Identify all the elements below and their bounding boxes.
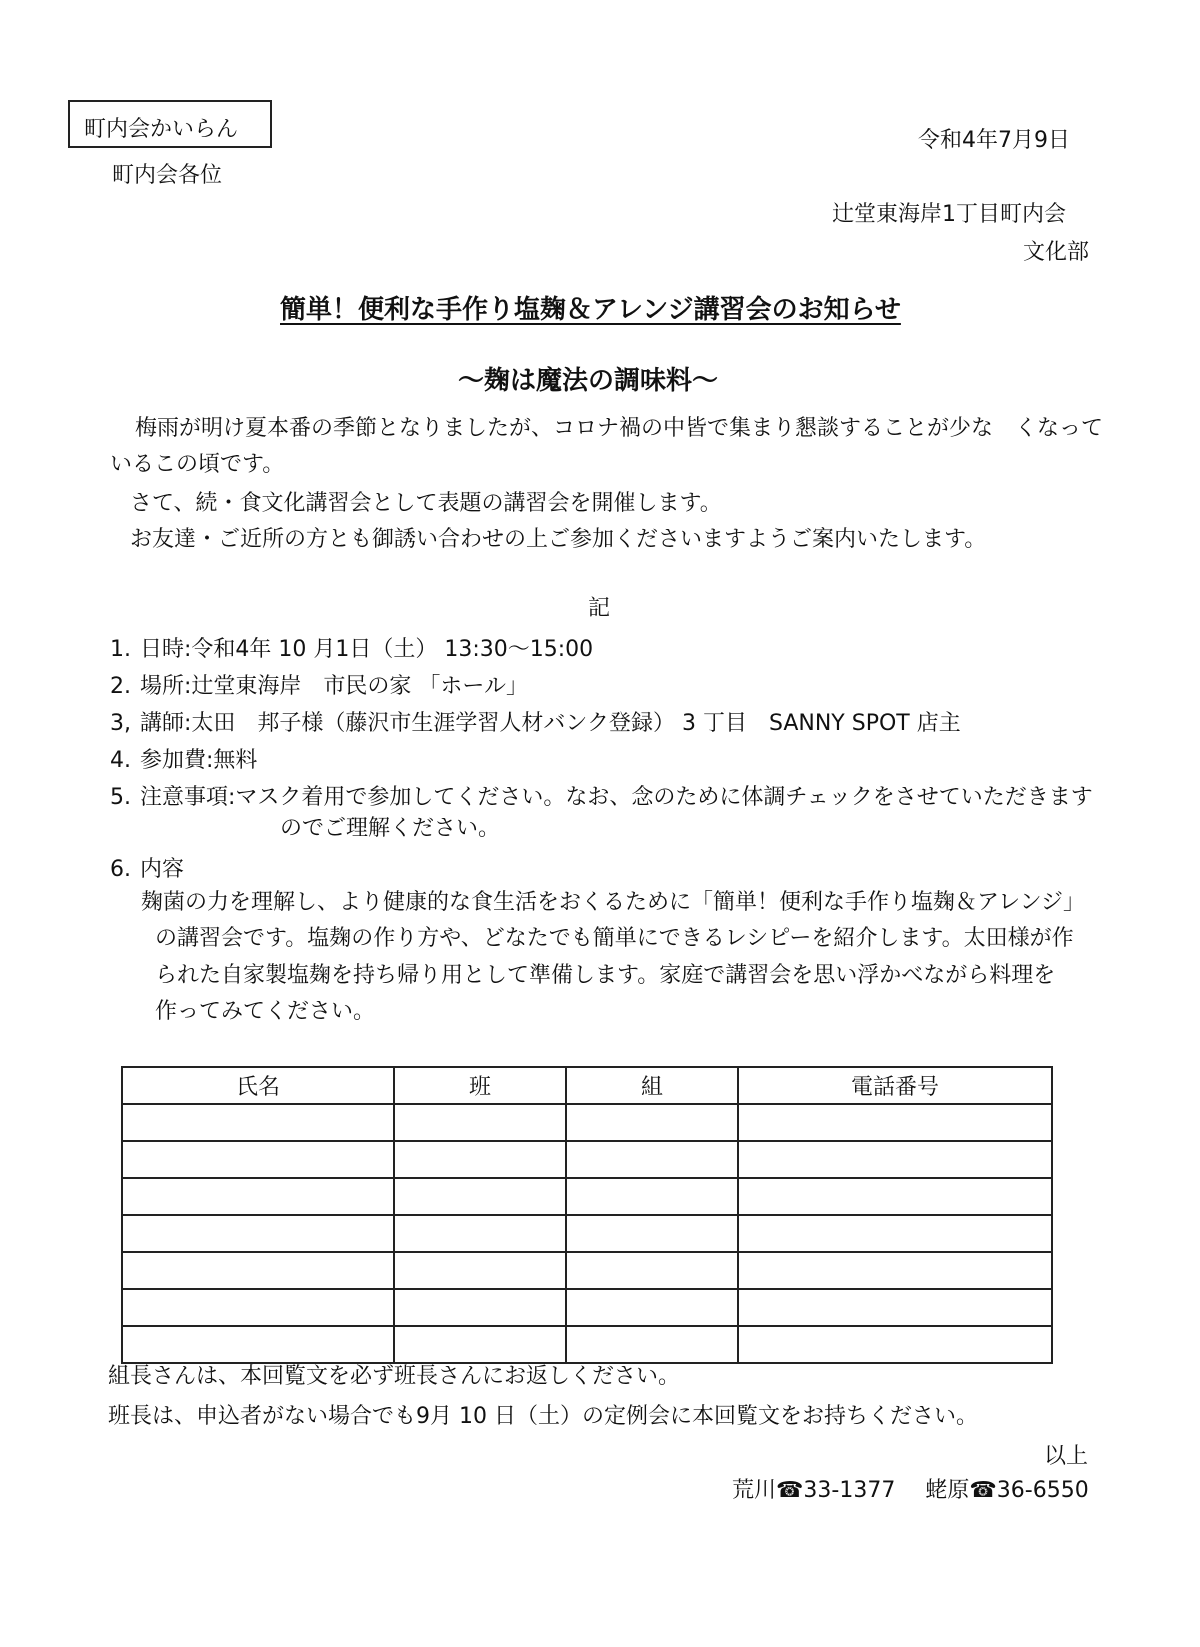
column-header-kumi: 組 — [566, 1067, 738, 1104]
name-cell[interactable] — [122, 1141, 394, 1178]
content-line-1: 麹菌の力を理解し、より健康的な食生活をおくるために「簡単！便利な手作り塩麹＆アレンジ」 — [141, 890, 1086, 915]
item-notes — [110, 780, 1093, 811]
name-cell[interactable] — [122, 1326, 394, 1363]
circular-label: 町内会かいらん — [84, 117, 239, 142]
sender-org: 辻堂東海岸1丁目町内会 — [832, 202, 1066, 227]
item-instructor — [110, 706, 961, 737]
phone-cell[interactable] — [738, 1289, 1052, 1326]
item-number: 3, — [110, 711, 131, 736]
name-cell[interactable] — [122, 1178, 394, 1215]
intro-line-4: お友達・ご近所の方とも御誘い合わせの上ご参加くださいますようご案内いたします。 — [130, 527, 987, 552]
column-header-han: 班 — [394, 1067, 566, 1104]
item-text: 内容 — [140, 857, 185, 882]
content-line-3: られた自家製塩麹を持ち帰り用として準備します。家庭で講習会を思い浮かべながら料理を — [155, 963, 1056, 988]
item-number: 4. — [110, 748, 131, 773]
han-cell[interactable] — [394, 1289, 566, 1326]
phone-cell[interactable] — [738, 1326, 1052, 1363]
phone-cell[interactable] — [738, 1141, 1052, 1178]
phone-cell[interactable] — [738, 1104, 1052, 1141]
item-place — [110, 669, 528, 700]
kumi-cell[interactable] — [566, 1178, 738, 1215]
item-text: 注意事項:マスク着用で参加してください。なお、念のために体調チェックをさせていただきます — [140, 785, 1093, 810]
table-row — [122, 1215, 1052, 1252]
kumi-cell[interactable] — [566, 1326, 738, 1363]
item-number: 2. — [110, 674, 131, 699]
kumi-cell[interactable] — [566, 1104, 738, 1141]
addressee: 町内会各位 — [112, 163, 223, 188]
content-line-2: の講習会です。塩麹の作り方や、どなたでも簡単にできるレシピーを紹介します。太田様が作 — [155, 926, 1074, 951]
name-cell[interactable] — [122, 1252, 394, 1289]
phone-icon: ☎ — [969, 1478, 997, 1503]
issue-date: 令和4年7月9日 — [918, 128, 1070, 153]
intro-line-3: さて、続・食文化講習会として表題の講習会を開催します。 — [130, 491, 722, 516]
application-form-table — [121, 1066, 1053, 1364]
ki-heading: 記 — [588, 596, 611, 621]
han-cell[interactable] — [394, 1215, 566, 1252]
phone-cell[interactable] — [738, 1178, 1052, 1215]
kumi-cell[interactable] — [566, 1252, 738, 1289]
table-row — [122, 1104, 1052, 1141]
contact-name: 蛯原 — [925, 1478, 970, 1503]
table-row — [122, 1326, 1052, 1363]
item-number: 6. — [110, 857, 131, 882]
item-text: 日時:令和4年 10 月1日（土） 13:30〜15:00 — [140, 637, 594, 662]
note-line-2: 班長は、申込者がない場合でも9月 10 日（土）の定例会に本回覧文をお持ちください。 — [108, 1404, 978, 1429]
item-text: 参加費:無料 — [140, 748, 258, 773]
han-cell[interactable] — [394, 1178, 566, 1215]
contact-phone: 33-1377 — [803, 1478, 896, 1503]
contact-line — [732, 1478, 1089, 1504]
phone-cell[interactable] — [738, 1252, 1052, 1289]
item-number: 1. — [110, 637, 131, 662]
column-header-name: 氏名 — [122, 1067, 394, 1104]
phone-cell[interactable] — [738, 1215, 1052, 1252]
table-row — [122, 1141, 1052, 1178]
item-datetime — [110, 632, 593, 663]
kumi-cell[interactable] — [566, 1141, 738, 1178]
sender-dept: 文化部 — [1023, 240, 1090, 265]
intro-line-2: いるこの頃です。 — [110, 452, 285, 477]
content-line-4: 作ってみてください。 — [155, 999, 376, 1024]
table-row — [122, 1289, 1052, 1326]
name-cell[interactable] — [122, 1104, 394, 1141]
notice-title: 簡単！便利な手作り塩麹＆アレンジ講習会のお知らせ — [280, 295, 901, 325]
closing-word: 以上 — [1044, 1444, 1089, 1469]
name-cell[interactable] — [122, 1215, 394, 1252]
column-header-phone: 電話番号 — [738, 1067, 1052, 1104]
item-content — [110, 852, 184, 883]
han-cell[interactable] — [394, 1104, 566, 1141]
circular-label-box — [68, 100, 272, 148]
han-cell[interactable] — [394, 1326, 566, 1363]
han-cell[interactable] — [394, 1252, 566, 1289]
item-fee — [110, 743, 257, 774]
contact-name: 荒川 — [732, 1478, 777, 1503]
intro-line-1: 梅雨が明け夏本番の季節となりましたが、コロナ禍の中皆で集まり懇談することが少な くなって — [135, 416, 1104, 441]
name-cell[interactable] — [122, 1289, 394, 1326]
phone-icon: ☎ — [776, 1478, 804, 1503]
table-row — [122, 1178, 1052, 1215]
table-row — [122, 1252, 1052, 1289]
item-number: 5. — [110, 785, 131, 810]
notice-subtitle: 〜麹は魔法の調味料〜 — [458, 366, 719, 396]
item-text: 場所:辻堂東海岸 市民の家 「ホール」 — [140, 674, 528, 699]
item-text: 講師:太田 邦子様（藤沢市生涯学習人材バンク登録） 3 丁目 SANNY SPOT 店主 — [140, 711, 961, 736]
note-line-1: 組長さんは、本回覧文を必ず班長さんにお返しください。 — [108, 1364, 681, 1389]
han-cell[interactable] — [394, 1141, 566, 1178]
contact-phone: 36-6550 — [996, 1478, 1089, 1503]
kumi-cell[interactable] — [566, 1215, 738, 1252]
item-notes-cont: のでご理解ください。 — [280, 816, 501, 841]
table-header-row — [122, 1067, 1052, 1104]
kumi-cell[interactable] — [566, 1289, 738, 1326]
